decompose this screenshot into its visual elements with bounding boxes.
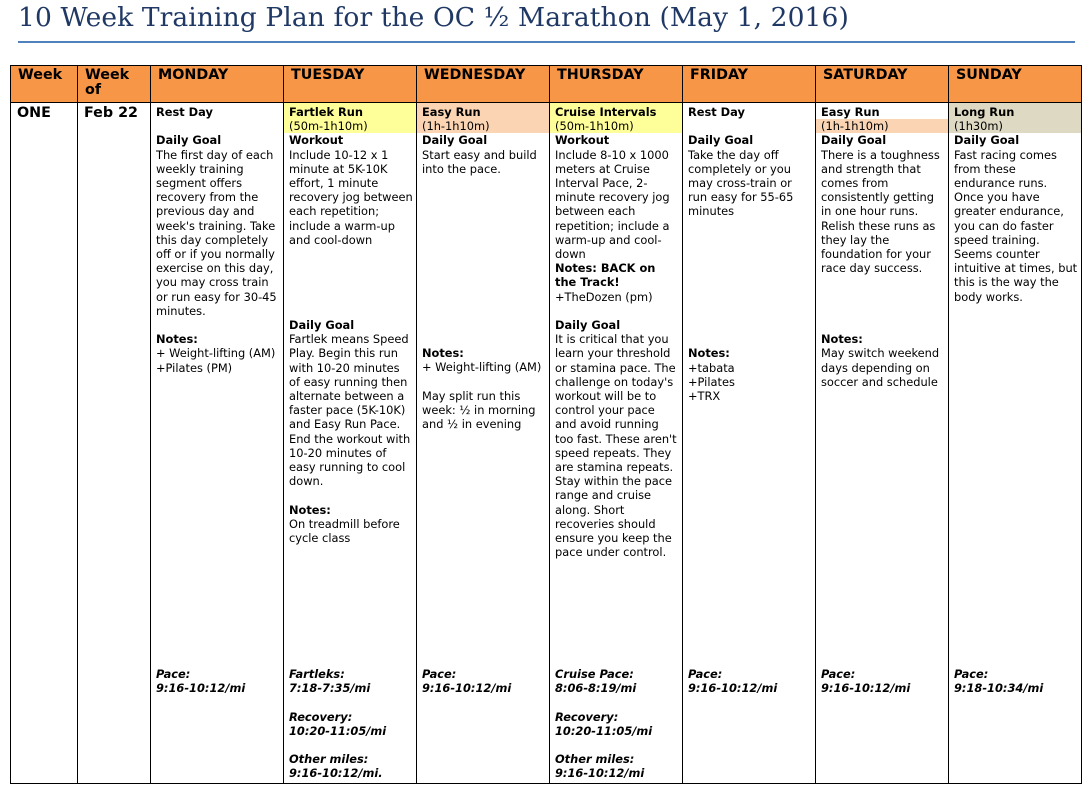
saturday-workout-banner <box>816 103 948 133</box>
tuesday-goal: Fartlek means Speed Play. Begin this run with 10-20 minutes of easy running then alternate between a faster pace (5K-10K) and Easy Run Pace. End the workout with 10-20 minutes of easy running to cool down. <box>289 332 414 489</box>
tuesday-workout-label: Workout <box>289 133 344 148</box>
thursday-workout-label: Workout <box>555 133 610 148</box>
tuesday-pace-label: Fartleks: <box>289 667 345 681</box>
header-wednesday: WEDNESDAY <box>417 66 550 103</box>
sunday-cell <box>949 103 1082 784</box>
monday-note: +Pilates (PM) <box>156 360 233 375</box>
tuesday-other: 9:16-10:12/mi. <box>289 766 383 781</box>
thursday-recovery-label: Recovery: <box>555 709 619 724</box>
friday-goal: Take the day off completely or you may cross-train or run easy for 55-65 minutes <box>688 147 798 219</box>
week-number: ONE <box>17 105 51 121</box>
sunday-pace-label: Pace: <box>954 667 989 681</box>
sunday-pace: 9:18-10:34/mi <box>954 681 1044 696</box>
sunday-workout-banner <box>949 103 1081 133</box>
title-underline <box>18 41 1075 43</box>
wednesday-notes-label: Notes: <box>422 346 464 361</box>
monday-pace: 9:16-10:12/mi <box>156 681 246 696</box>
tuesday-workout-text: Include 10-12 x 1 minute at 5K-10K effort, 1 minute recovery jog between each repetition; include a warm-up and cool-down <box>289 147 417 247</box>
saturday-cell <box>816 103 949 784</box>
wednesday-notes: + Weight-lifting (AM) <box>422 360 542 375</box>
header-friday: FRIDAY <box>683 66 816 103</box>
wednesday-goal: Start easy and build into the pace. <box>422 147 541 176</box>
monday-cell <box>151 103 284 784</box>
week-of-date: Feb 22 <box>84 105 138 121</box>
thursday-notes-heading: Notes: BACK on the Track! <box>555 261 656 290</box>
saturday-workout: Easy Run <box>821 105 880 119</box>
training-plan-table <box>10 65 1082 784</box>
friday-workout: Rest Day <box>688 105 745 119</box>
tuesday-cell <box>284 103 417 784</box>
tuesday-workout-banner <box>284 103 416 133</box>
page-title: 10 Week Training Plan for the OC ½ Marathon (May 1, 2016) <box>18 2 849 33</box>
saturday-notes-label: Notes: <box>821 332 863 347</box>
thursday-notes-extra: +TheDozen (pm) <box>555 289 653 304</box>
wednesday-pace-block <box>422 667 546 695</box>
week-row <box>11 103 1082 784</box>
friday-pace-label: Pace: <box>688 667 723 681</box>
friday-workout-banner <box>683 103 815 119</box>
thursday-pace-block <box>555 667 679 781</box>
thursday-goal-label: Daily Goal <box>555 318 621 333</box>
sunday-goal-label: Daily Goal <box>954 133 1020 148</box>
wednesday-goal-label: Daily Goal <box>422 133 488 148</box>
thursday-cell <box>550 103 683 784</box>
thursday-pace-label: Cruise Pace: <box>555 667 634 681</box>
monday-workout-banner <box>151 103 283 119</box>
saturday-goal-label: Daily Goal <box>821 133 887 148</box>
thursday-pace: 8:06-8:19/mi <box>555 681 637 696</box>
week-of-cell <box>78 103 151 784</box>
header-week-of: Week of <box>78 66 151 103</box>
saturday-pace-label: Pace: <box>821 667 856 681</box>
header-row <box>11 66 1082 103</box>
tuesday-other-label: Other miles: <box>289 752 369 767</box>
tuesday-workout: Fartlek Run <box>289 105 364 119</box>
header-saturday: SATURDAY <box>816 66 949 103</box>
tuesday-duration: (50m-1h10m) <box>289 119 368 134</box>
wednesday-duration: (1h-1h10m) <box>422 119 490 134</box>
thursday-recovery: 10:20-11:05/mi <box>555 723 653 738</box>
wednesday-cell <box>417 103 550 784</box>
tuesday-notes: On treadmill before cycle class <box>289 516 404 545</box>
header-tuesday: TUESDAY <box>284 66 417 103</box>
header-thursday: THURSDAY <box>550 66 683 103</box>
friday-notes-label: Notes: <box>688 346 730 361</box>
thursday-other-label: Other miles: <box>555 752 635 767</box>
sunday-pace-block <box>954 667 1078 695</box>
friday-note: +TRX <box>688 388 721 403</box>
wednesday-pace-label: Pace: <box>422 667 457 681</box>
monday-workout: Rest Day <box>156 105 213 119</box>
wednesday-workout-banner <box>417 103 549 133</box>
wednesday-split-note: May split run this week: ½ in morning and ½ in evening <box>422 388 540 432</box>
thursday-duration: (50m-1h10m) <box>555 119 634 134</box>
thursday-other: 9:16-10:12/mi <box>555 766 645 781</box>
monday-note: + Weight-lifting (AM) <box>156 346 276 361</box>
saturday-goal: There is a toughness and strength that comes from consistently getting in one hour runs. Relish these runs as they lay the foundation for your race day success. <box>821 147 944 276</box>
saturday-pace: 9:16-10:12/mi <box>821 681 911 696</box>
thursday-goal: It is critical that you learn your threshold or stamina pace. The challenge on today's workout will be to control your pace and avoid running too fast. These aren't speed repeats. They are stamina repeats. Stay within the pace range and cruise along. Short recoveries should ensure you keep the pace under control. <box>555 332 681 560</box>
saturday-duration: (1h-1h10m) <box>816 119 948 133</box>
monday-pace-label: Pace: <box>156 667 191 681</box>
friday-note: +Pilates <box>688 374 735 389</box>
monday-pace-block <box>156 667 280 695</box>
thursday-workout-banner <box>550 103 682 133</box>
tuesday-pace-block <box>289 667 413 781</box>
friday-goal-label: Daily Goal <box>688 133 754 148</box>
header-week: Week <box>11 66 78 103</box>
tuesday-recovery-label: Recovery: <box>289 709 353 724</box>
monday-goal-label: Daily Goal <box>156 133 222 148</box>
thursday-workout: Cruise Intervals <box>555 105 657 119</box>
saturday-pace-block <box>821 667 945 695</box>
wednesday-workout: Easy Run <box>422 105 481 119</box>
friday-note: +tabata <box>688 360 735 375</box>
wednesday-pace: 9:16-10:12/mi <box>422 681 512 696</box>
tuesday-pace: 7:18-7:35/mi <box>289 681 371 696</box>
monday-goal: The first day of each weekly training segment offers recovery from the previous day and week's training. Take this day completely off or if you normally exercise on this day, you may cross train or run easy for 30-45 minutes. <box>156 147 281 318</box>
friday-cell <box>683 103 816 784</box>
friday-pace: 9:16-10:12/mi <box>688 681 778 696</box>
friday-pace-block <box>688 667 812 695</box>
week-cell <box>11 103 78 784</box>
thursday-workout-text: Include 8-10 x 1000 meters at Cruise Interval Pace, 2-minute recovery jog between each repetition; include a warm-up and cool-down <box>555 147 674 262</box>
tuesday-recovery: 10:20-11:05/mi <box>289 723 387 738</box>
header-sunday: SUNDAY <box>949 66 1082 103</box>
tuesday-goal-label: Daily Goal <box>289 317 355 332</box>
sunday-goal: Fast racing comes from these endurance runs. Once you have greater endurance, you can do faster speed training. Seems counter intuitive at times, but this is the way the body works. <box>954 147 1081 304</box>
saturday-notes: May switch weekend days depending on soccer and schedule <box>821 346 943 389</box>
sunday-workout: Long Run <box>954 105 1015 119</box>
monday-notes-label: Notes: <box>156 332 198 347</box>
sunday-duration: (1h30m) <box>954 119 1003 134</box>
tuesday-notes-label: Notes: <box>289 502 331 517</box>
header-monday: MONDAY <box>151 66 284 103</box>
